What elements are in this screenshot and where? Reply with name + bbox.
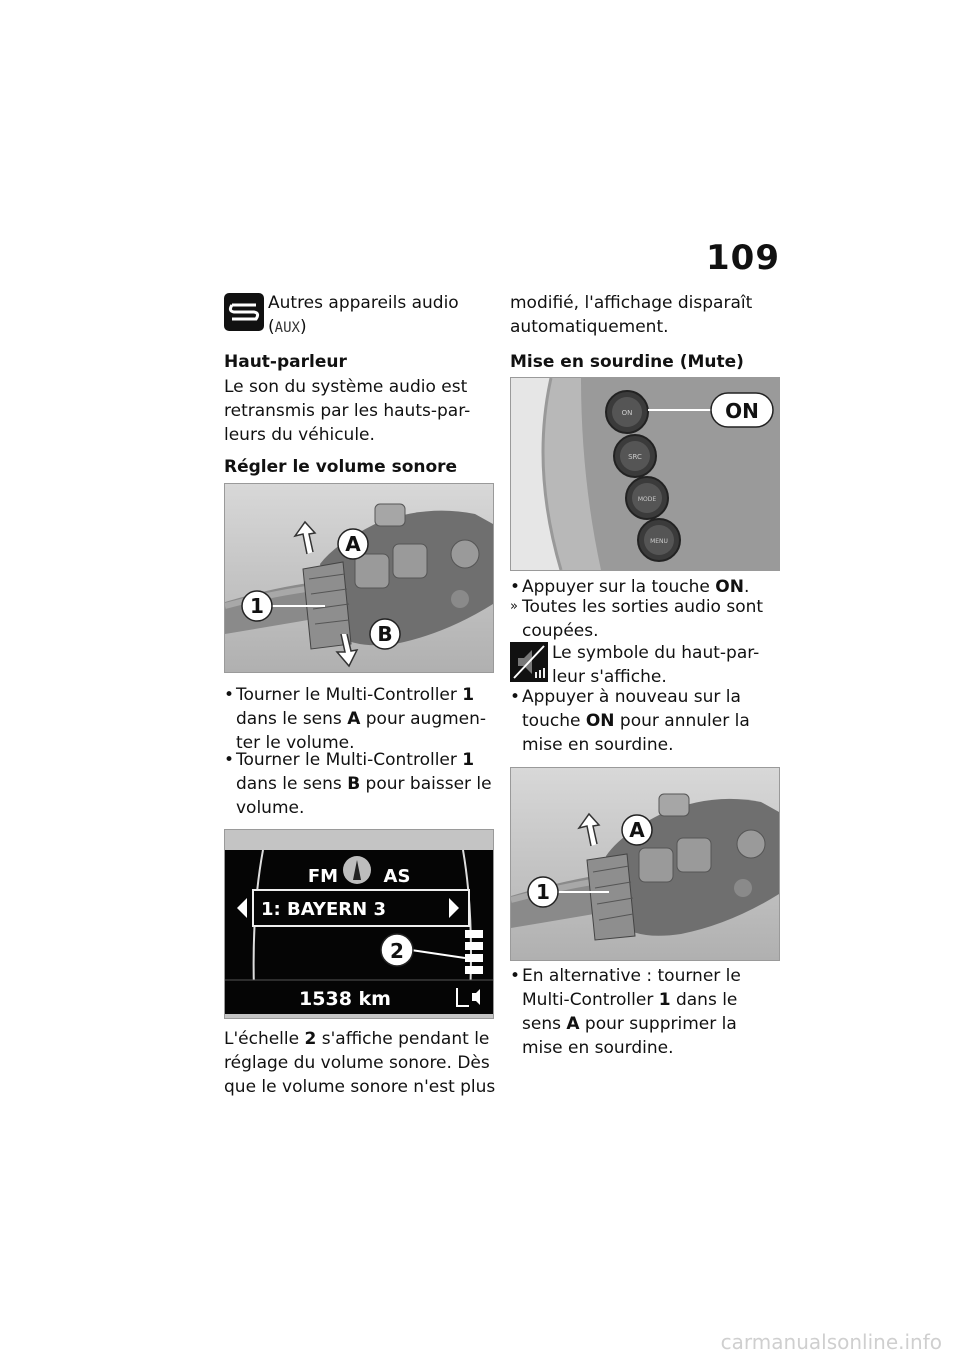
mute-heading: Mise en sourdine (Mute) [510,352,744,372]
scale-text: L'échelle 2 s'affiche pendant le réglage du volume sonore. Dès que le volume sonore n'est plus [224,1029,496,1097]
odometer: 1538 km [299,988,391,1010]
label-b: B [377,622,393,646]
label-1-2: 1 [536,880,550,904]
control-buttons [511,378,779,570]
btn-mode: MODE [637,496,657,503]
tft-display-figure [224,829,494,1019]
mute-speaker-icon [510,642,548,682]
mode-label: AS [383,866,411,887]
step-press-on-again: • Appuyer à nouveau sur la touche ON pour annuler la mise en sourdine. [510,687,750,755]
label-1: 1 [250,594,264,618]
continued-text: modifié, l'affichage disparaît automatiquement. [510,293,753,337]
aux-code: AUX [274,320,300,336]
handlebar-illustration-2 [511,768,779,960]
btn-menu: MENU [650,538,668,545]
handlebar-illustration [225,484,493,672]
handlebar-figure-2 [510,767,780,961]
bullet-volume-down: • Tourner le Multi-Controller 1 dans le sens B pour baisser le volume. [224,750,492,818]
band-label: FM [307,866,339,887]
volume-scale [465,966,483,974]
aux-icon [224,293,264,331]
aux-label: Autres appareils audio [268,293,459,313]
volume-heading: Régler le volume sonore [224,457,458,477]
watermark: carmanualsonline.info [720,1330,942,1354]
on-callout: ON [725,399,759,423]
label-2: 2 [390,939,404,963]
control-buttons-figure [510,377,780,571]
symbol-text: Le symbole du haut-par- leur s'affiche. [552,643,760,687]
speaker-text: Le son du système audio est retransmis par les hauts-par- leurs du véhicule. [224,377,471,445]
label-a: A [345,532,361,556]
result-muted: » Toutes les sorties audio sont coupées. [510,597,764,641]
step-alternative: • En alternative : tourner le Multi-Controller 1 dans le sens A pour supprimer la mise en sourdine. [510,966,741,1058]
step-press-on: • Appuyer sur la touche ON. [510,577,750,597]
btn-src: SRC [628,453,642,461]
aux-code-line: (AUX) [268,317,307,337]
tft-display [225,830,493,1018]
speaker-heading: Haut-parleur [224,352,347,372]
page-number: 109 [706,238,780,278]
handlebar-figure-1 [224,483,494,673]
btn-on: ON [621,409,633,417]
label-a-2: A [629,818,645,842]
station-name: 1: BAYERN 3 [261,899,386,920]
bullet-volume-up: • Tourner le Multi-Controller 1 dans le sens A pour augmen- ter le volume. [224,685,487,753]
